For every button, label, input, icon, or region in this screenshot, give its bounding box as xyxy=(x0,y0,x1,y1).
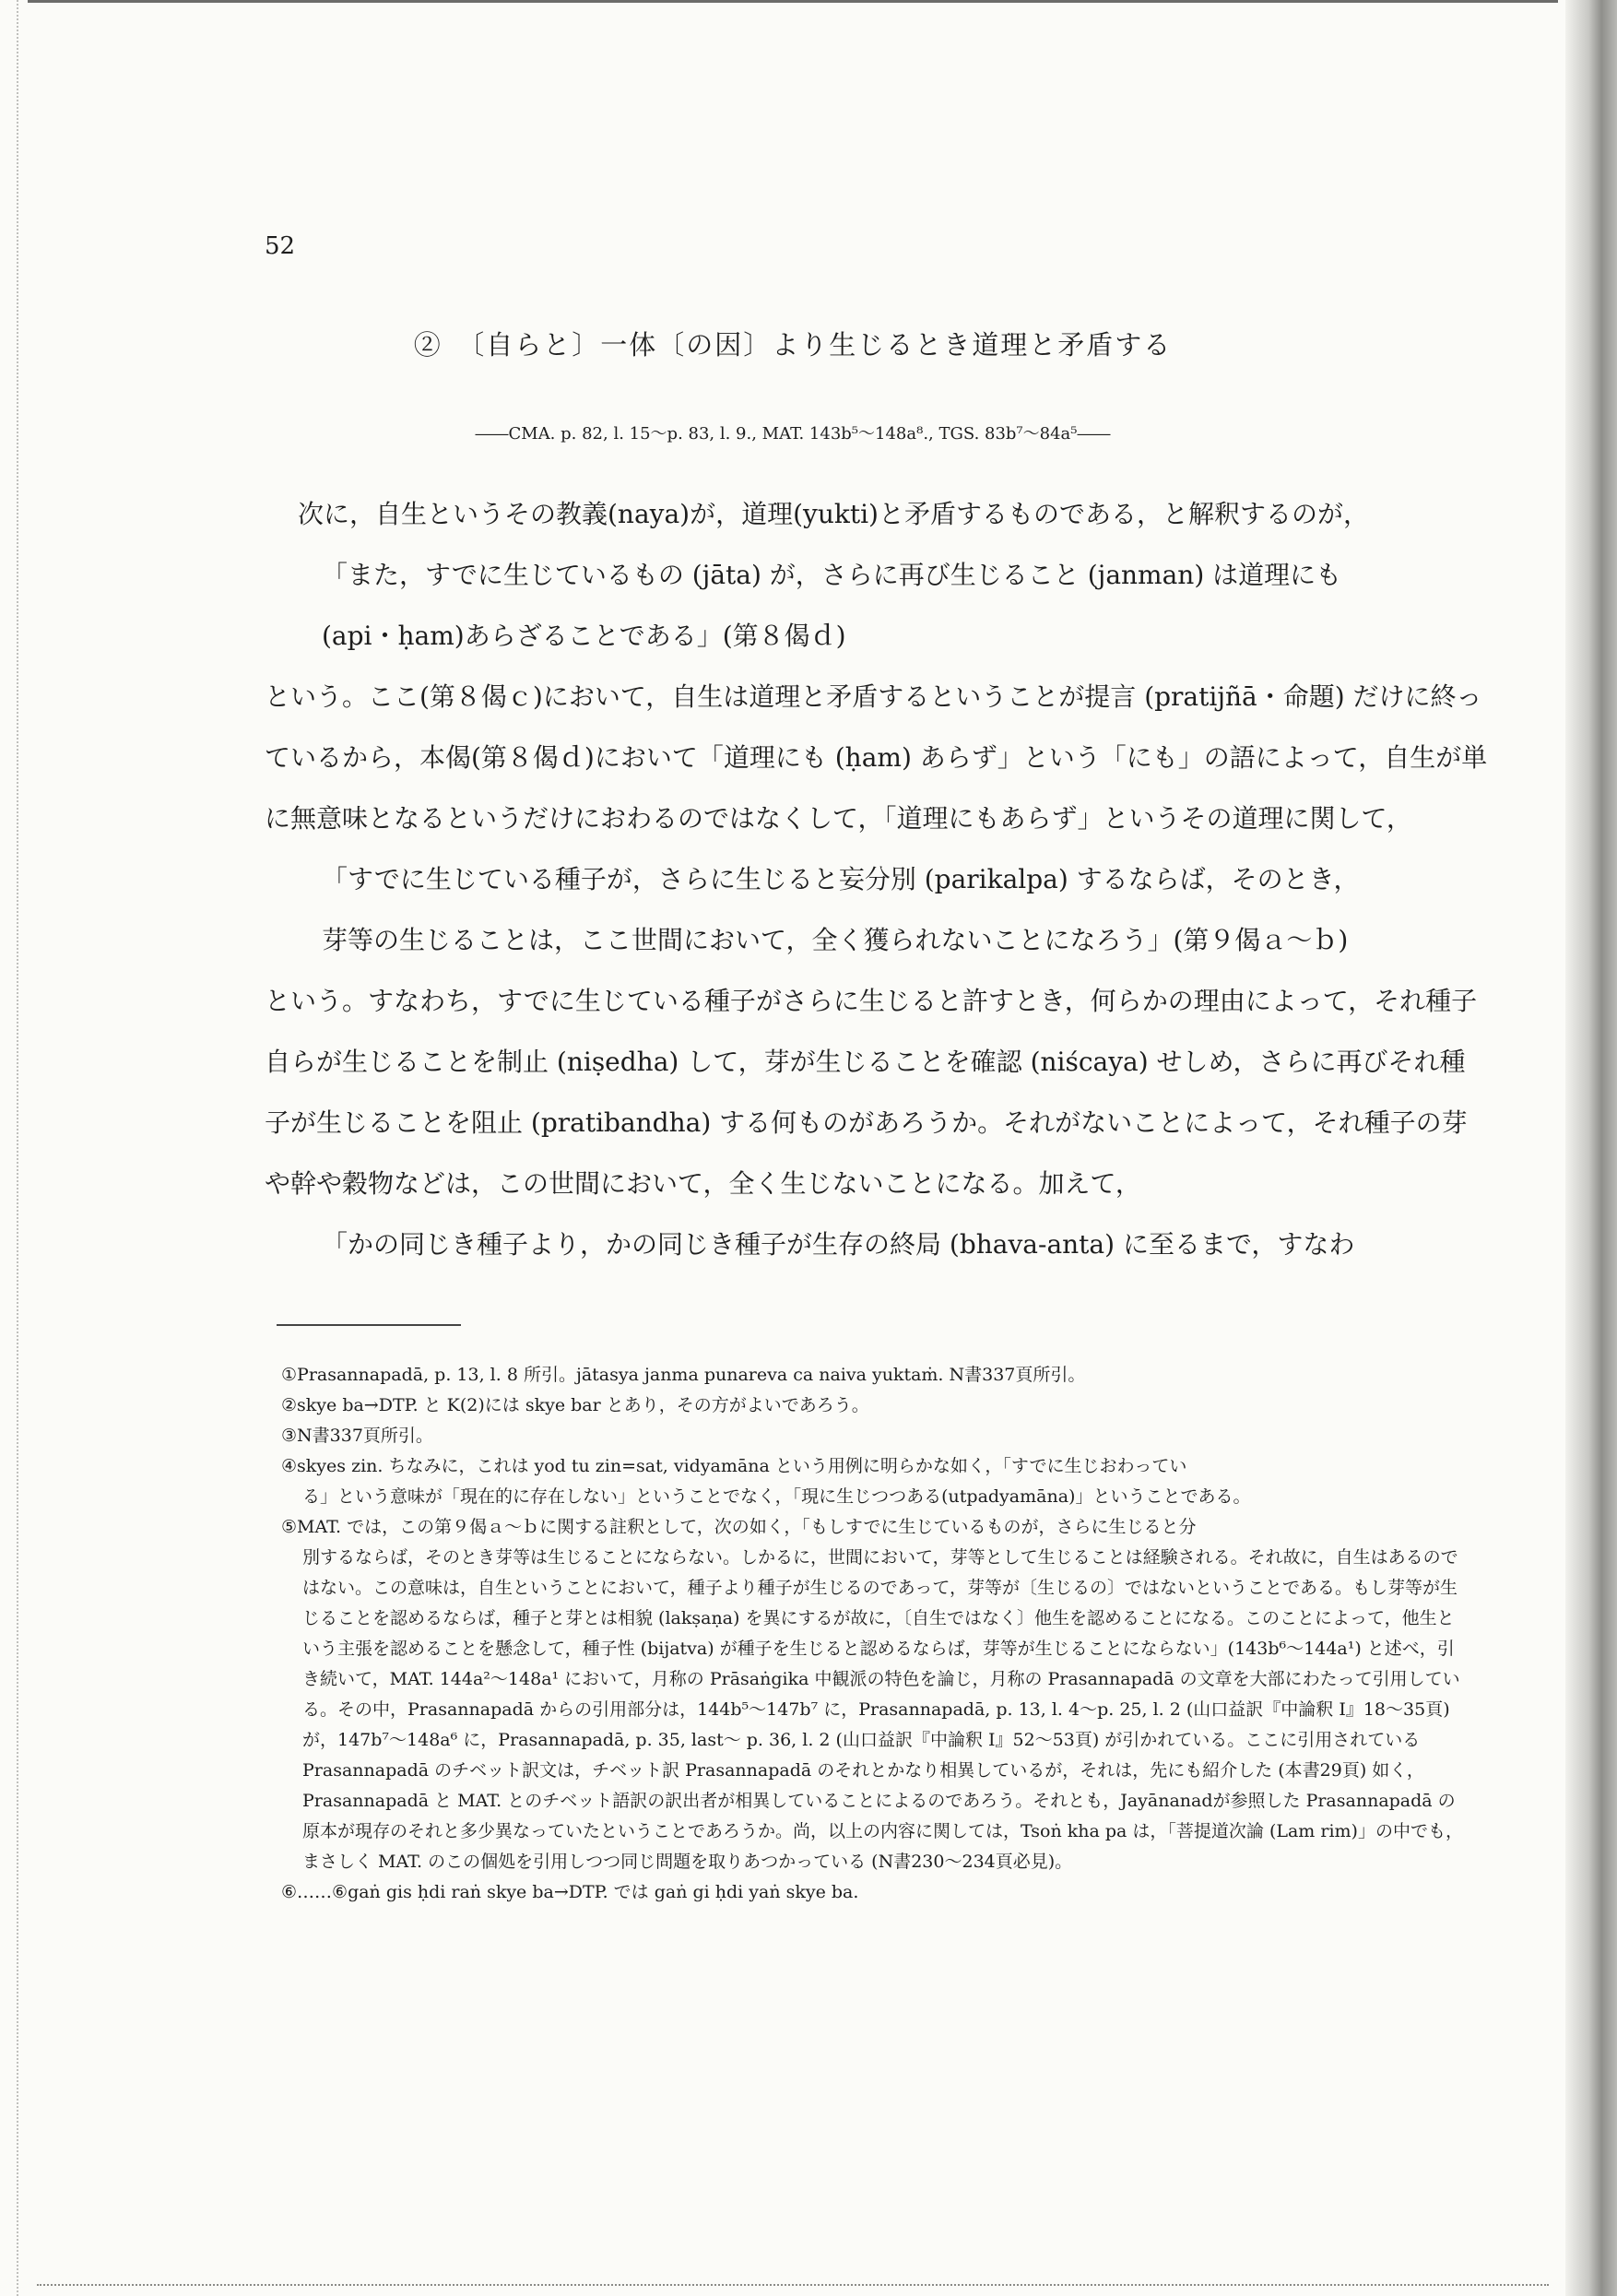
footnotes xyxy=(281,1360,1470,1908)
footnote-4-line2: る」という意味が「現在的に存在しない」ということでなく，「現に生じつつある(utpadyamāna)」ということである。 xyxy=(302,1486,1251,1507)
footnote-5-rest: 別するならば，そのとき芽等は生じることにならない。しかるに，世間において，芽等として生じることは経験される。それ故に，自生はあるのではない。この意味は，自生ということにおいて，種子より種子が生じるのであって，芽等が〔生じるの〕ではないということである。もし芽等が生じることを認めるならば，種子と芽とは相貌 (lakṣaṇa) を異にするが故に，〔自生ではなく〕他生を認めることになる。このことによって，他生という主張を認めることを懸念して，種子性 (bijatva) が種子を生じると認めるならば，芽等が生じることにならない」(143b⁶～144a¹) と述べ，引き続いて，MAT. 144a²～148a¹ において，月称の Prāsaṅgika 中観派の特色を論じ，月称の Prasannapadā の文章を大部にわたって引用している。その中，Prasannapadā からの引用部分は，144b⁵～147b⁷ に，Prasannapadā, p. 13, l. 4～p. 25, l. 2 (山口益訳『中論釈 I』18～35頁) が，147b⁷～148a⁶ に，Prasannapadā, p. 35, last～ p. 36, l. 2 (山口益訳『中論釈 I』52～53頁) が引かれている。ここに引用されている Prasannapadā のチベット訳文は，チベット訳 Prasannapadā のそれとかなり相異しているが，それは，先にも紹介した (本書29頁) 如く，Prasannapadā と MAT. とのチベット語訳の訳出者が相異していることによるのであろう。それとも，Jayānanadが参照した Prasannapadā の原本が現存のそれと多少異なっていたということであろうか。尚，以上の内容に関しては，Tsoṅ kha pa は，「菩提道次論 (Lam rim)」の中でも，まさしく MAT. のこの個処を引用しつつ同じ問題を取りあつかっている (N書230～234頁必見)。 xyxy=(302,1547,1463,1872)
main-text xyxy=(265,484,1491,1275)
section-title: ② 〔自らと〕一体〔の因〕より生じるとき道理と矛盾する xyxy=(413,329,1173,361)
verse-quote-9ab-line2: 芽等の生じることは，ここ世間において，全く獲られないことになろう」(第９偈ａ～ｂ) xyxy=(322,925,1349,955)
verse-quote-next: 「かの同じき種子より，かの同じき種子が生存の終局 (bhava-anta) に至るまで，すなわ xyxy=(322,1229,1355,1260)
scan-top-edge xyxy=(28,0,1558,3)
scan-right-edge xyxy=(1565,0,1617,2296)
page-number: 52 xyxy=(265,232,296,260)
paragraph-intro: 次に，自生というその教義(naya)が，道理(yukti)と矛盾するものである，と解釈するのが， xyxy=(298,499,1369,529)
footnote-6: ⑥……⑥gaṅ gis ḥdi raṅ skye ba→DTP. では gaṅ gi ḥdi yaṅ skye ba. xyxy=(281,1882,859,1902)
footnote-2: ②skye ba→DTP. と K(2)には skye bar とあり，その方がよいであろう。 xyxy=(281,1395,869,1415)
footnote-divider xyxy=(277,1324,461,1326)
paragraph-explanation: という。ここ(第８偈ｃ)において，自生は道理と矛盾するということが提言 (pratijñā・命題) だけに終っているから，本偈(第８偈ｄ)において「道理にも (ḥam) あらず」という「にも」の語によって，自生が単に無意味となるというだけにおわるのではなくして，「道理にもあらず」というその道理に関して， xyxy=(265,681,1488,834)
scan-bottom-edge xyxy=(37,2284,1549,2289)
verse-quote-9ab-line1: 「すでに生じている種子が，さらに生じると妄分別 (parikalpa) するならば，そのとき， xyxy=(322,864,1360,894)
footnote-3: ③N書337頁所引。 xyxy=(281,1426,433,1446)
verse-quote-8d-line1: 「また，すでに生じているもの (jāta) が，さらに再び生じること (janman) は道理にも xyxy=(322,560,1342,590)
paragraph-commentary: という。すなわち，すでに生じている種子がさらに生じると許すとき，何らかの理由によって，それ種子自らが生じることを制止 (niṣedha) して，芽が生じることを確認 (niścaya) せしめ，さらに再びそれ種子が生じることを阻止 (pratibandha) する何ものがあろうか。それがないことによって，それ種子の芽や幹や穀物などは，この世間において，全く生じないことになる。加えて， xyxy=(265,986,1478,1199)
footnote-1: ①Prasannapadā, p. 13, l. 8 所引。jātasya janma punareva ca naiva yuktaṁ. N書337頁所引。 xyxy=(281,1365,1086,1385)
footnote-5-first: ⑤MAT. では，この第９偈ａ～ｂに関する註釈として，次の如く，「もしすでに生じているものが，さらに生じると分 xyxy=(281,1517,1197,1537)
verse-quote-8d-line2: (api・ḥam)あらざることである」(第８偈ｄ) xyxy=(322,621,846,651)
source-reference: ――CMA. p. 82, l. 15～p. 83, l. 9., MAT. 143b⁵～148a⁸., TGS. 83b⁷～84a⁵―― xyxy=(475,424,1111,444)
scan-left-edge xyxy=(17,0,28,2296)
footnote-4-line1: ④skyes zin. ちなみに，これは yod tu zin=sat, vidyamāna という用例に明らかな如く，「すでに生じおわってい xyxy=(281,1456,1187,1476)
